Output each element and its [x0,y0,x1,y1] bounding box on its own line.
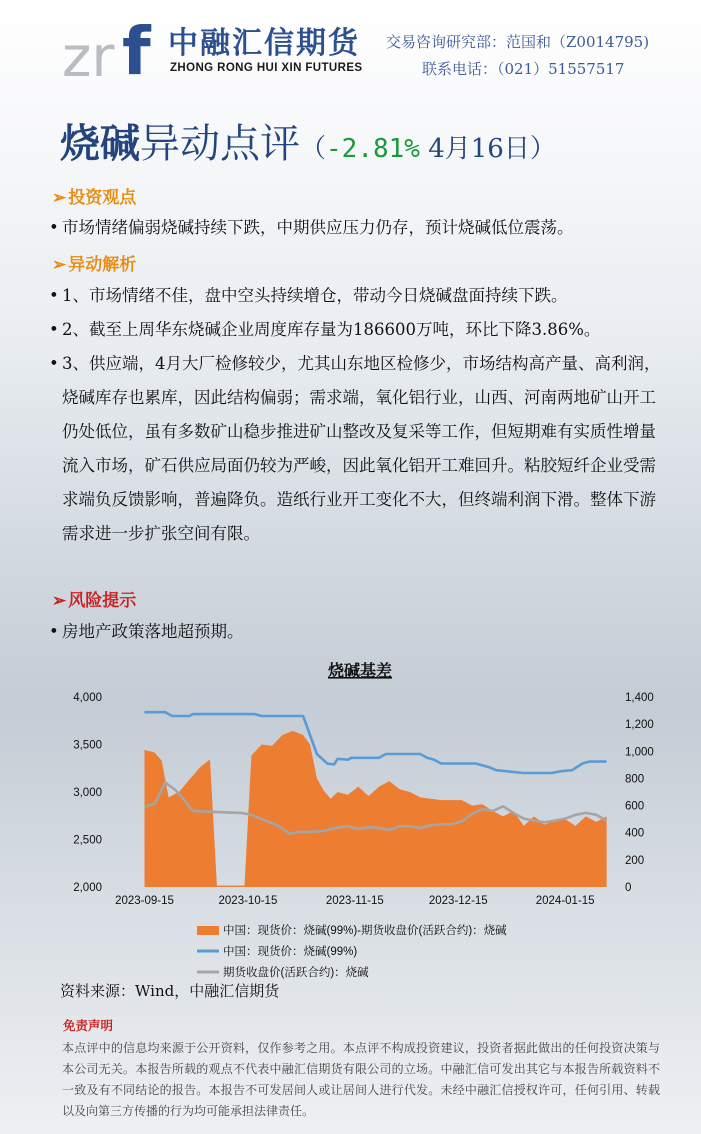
list-item-risk: • 房地产政策落地超预期。 [49,615,669,649]
title-kind: 异动点评 [140,121,300,167]
x-tick-label: 2023-10-15 [218,895,278,907]
list-item-analysis-1: • 1、市场情绪不佳，盘中空头持续增仓，带动今日烧碱盘面持续下跌。 [49,279,669,313]
y-right-tick-label: 800 [625,773,645,786]
list-item-analysis-2: • 2、截至上周华东烧碱企业周度库存量为186600万吨，环比下降3.86%。 [49,313,669,347]
contact-phone: 联系电话：（021）51557517 [422,60,625,78]
section-title-analysis: ➢ 异动解析 [52,255,137,275]
y-left-tick-label: 3,000 [73,787,102,799]
chart-title: 烧碱基差 [327,663,393,680]
y-right-tick-label: 600 [625,800,645,813]
bullet-icon: • [49,286,59,305]
legend-label: 中国：现货价：烧碱(99%)-期货收盘价(活跃合约)：烧碱 [223,925,507,937]
bullet-icon: • [49,218,59,237]
section-title-risk: ➢ 风险提示 [52,591,137,611]
title-paren-open: （ [300,134,327,164]
series-line-spot-price [145,712,607,773]
basis-chart [55,650,665,990]
y-right-tick-label: 1,200 [625,719,654,732]
y-right-tick-label: 1,400 [625,692,654,704]
y-right-tick-label: 1,000 [625,746,654,759]
title-date: 4月16日） [419,134,556,164]
y-left-tick-label: 3,500 [73,739,102,752]
arrow-bullet-icon: ➢ [52,591,67,611]
logo-letters-zr: zr [62,25,115,80]
y-left-tick-label: 4,000 [73,692,102,704]
x-tick-label: 2024-01-15 [535,895,595,907]
basis-chart-svg [55,650,665,980]
legend-label: 中国：现货价：烧碱(99%) [223,946,358,958]
disclaimer-text: 本点评中的信息均来源于公开资料，仅作参考之用。本点评不构成投资建议，投资者据此做出的任何投资决策与本公司无关。本报告所载的观点不代表中融汇信期货有限公司的立场。中融汇信可发出其它与本报告所载资料不一致及有不同结论的报告。本报告不可发居间人或让居间人进行代发。未经中融汇信授权许可，任何引用、转载以及向第三方传播的行为均可能承担法律责任。 [62,1041,660,1118]
x-tick-label: 2023-11-15 [325,895,384,907]
section-title-view: ➢ 投资观点 [52,188,137,208]
x-tick-label: 2023-12-15 [428,895,488,907]
legend-label: 期货收盘价(活跃合约)：烧碱 [223,967,369,979]
y-left-tick-label: 2,000 [73,882,102,894]
title-product: 烧碱 [60,120,140,167]
company-logo-icon [60,22,162,80]
logo-letter-f: f [122,22,151,80]
y-left-tick-label: 2,500 [73,834,102,847]
y-right-tick-label: 400 [625,827,645,840]
arrow-bullet-icon: ➢ [52,255,67,275]
y-right-tick-label: 0 [625,882,632,894]
data-source: 资料来源：Wind，中融汇信期货 [60,982,280,1000]
page-title [60,112,556,169]
bullet-icon: • [49,354,59,373]
bullet-icon: • [49,622,59,641]
bullet-icon: • [49,320,59,339]
company-name-cn: 中融汇信期货 [168,26,360,61]
list-item-view: • 市场情绪偏弱烧碱持续下跌，中期供应压力仍存，预计烧碱低位震荡。 [49,211,669,245]
company-name-en: ZHONG RONG HUI XIN FUTURES [170,62,363,74]
y-right-tick-label: 200 [625,854,645,867]
legend-swatch-basis [197,926,219,935]
arrow-bullet-icon: ➢ [52,188,67,208]
disclaimer-title: 免责声明 [63,1018,114,1033]
report-header [0,0,701,95]
series-area-basis [145,731,607,887]
title-change-percent: -2.81% [326,134,420,164]
x-tick-label: 2023-09-15 [115,895,174,907]
contact-department: 交易咨询研究部：范国和（Z0014795) [386,33,650,51]
list-item-analysis-3: • 3、供应端，4月大厂检修较少，尤其山东地区检修少，市场结构高产量、高利润，烧碱库存也累库，因此结构偏弱；需求端，氧化铝行业，山西、河南两地矿山开工仍处低位，虽有多数矿山稳步推进矿山整改及复采等工作，但短期难有实质性增量流入市场，矿石供应局面仍较为严峻，因此氧化铝开工难回升。粘胶短纤企业受需求端负反馈影响，普遍降负。造纸行业开工变化不大，但终端利润下滑。整体下游需求进一步扩张空间有限。 [49,347,669,551]
